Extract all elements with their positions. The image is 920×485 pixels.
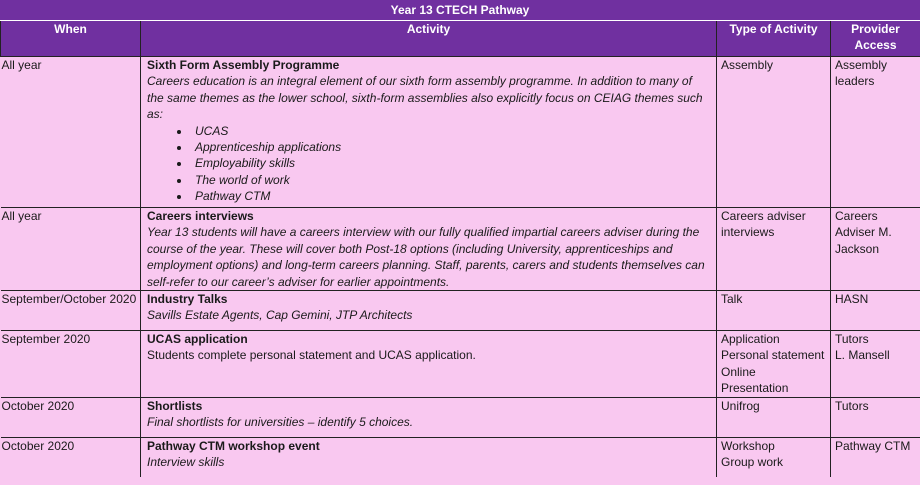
list-item: • UCAS <box>191 123 710 139</box>
table-row <box>1 208 920 291</box>
cell-type: Careers adviser interviews <box>717 208 831 291</box>
cell-type: Unifrog <box>717 397 831 437</box>
type-line: Group work <box>721 455 784 470</box>
cell-type: Assembly <box>717 57 831 208</box>
activity-description: Interview skills <box>147 455 225 470</box>
table-row <box>1 437 920 477</box>
type-line: Online <box>721 364 756 379</box>
cell-when: October 2020 <box>1 397 141 437</box>
activity-title: Shortlists <box>147 398 203 413</box>
page-title: Year 13 CTECH Pathway <box>0 0 920 21</box>
cell-type <box>717 331 831 398</box>
cell-provider: Tutors <box>831 397 920 437</box>
activity-title: UCAS application <box>147 332 248 347</box>
header-type: Type of Activity <box>717 21 831 57</box>
cell-type <box>717 437 831 477</box>
provider-line: Tutors <box>835 332 869 347</box>
activity-description: Final shortlists for universities – identify 5 choices. <box>147 415 414 430</box>
activity-title: Pathway CTM workshop event <box>147 438 320 453</box>
cell-activity <box>141 331 717 398</box>
cell-provider: Careers Adviser M. Jackson <box>831 208 920 291</box>
cell-provider: HASN <box>831 291 920 331</box>
table-row <box>1 331 920 398</box>
activity-description: Careers education is an integral element of our sixth form assembly programme. In addition to many of the same themes as the lower school, sixth-form assemblies also explicitly focus on CEIAG themes such as: <box>147 74 703 122</box>
header-provider: Provider Access <box>831 21 920 57</box>
pathway-table <box>0 21 920 477</box>
header-activity: Activity <box>141 21 717 57</box>
cell-when: September 2020 <box>1 331 141 398</box>
activity-description: Year 13 students will have a careers interview with our fully qualified impartial careers adviser during the course of the year. These will cover both Post-18 options (including University, apprenticeships and employment options) and long-term careers planning. Staff, parents, carers and students themselves can self-refer to our career’s adviser for earlier appointments. <box>147 225 705 289</box>
table-row <box>1 57 920 208</box>
provider-line: L. Mansell <box>835 348 890 363</box>
cell-when: All year <box>1 57 141 208</box>
cell-activity <box>141 208 717 291</box>
theme-list <box>147 123 710 205</box>
cell-provider <box>831 331 920 398</box>
activity-description: Savills Estate Agents, Cap Gemini, JTP Architects <box>147 308 413 323</box>
list-item: • The world of work <box>191 172 710 188</box>
table-row <box>1 291 920 331</box>
type-line: Presentation <box>721 381 789 396</box>
cell-when: October 2020 <box>1 437 141 477</box>
activity-title: Industry Talks <box>147 292 228 307</box>
cell-activity <box>141 397 717 437</box>
table-header-row <box>1 21 920 57</box>
list-item: • Employability skills <box>191 155 710 171</box>
activity-description: Students complete personal statement and UCAS application. <box>147 348 476 363</box>
table-row <box>1 397 920 437</box>
cell-provider: Assembly leaders <box>831 57 920 208</box>
cell-when: September/October 2020 <box>1 291 141 331</box>
activity-title: Sixth Form Assembly Programme <box>147 58 340 72</box>
list-item: • Pathway CTM <box>191 188 710 204</box>
type-line: Personal statement <box>721 348 825 363</box>
cell-provider: Pathway CTM <box>831 437 920 477</box>
cell-activity <box>141 57 717 208</box>
type-line: Application <box>721 332 780 347</box>
cell-type: Talk <box>717 291 831 331</box>
cell-activity <box>141 437 717 477</box>
activity-title: Careers interviews <box>147 209 254 223</box>
type-line: Workshop <box>721 438 775 453</box>
cell-when: All year <box>1 208 141 291</box>
list-item: • Apprenticeship applications <box>191 139 710 155</box>
header-when: When <box>1 21 141 57</box>
cell-activity <box>141 291 717 331</box>
